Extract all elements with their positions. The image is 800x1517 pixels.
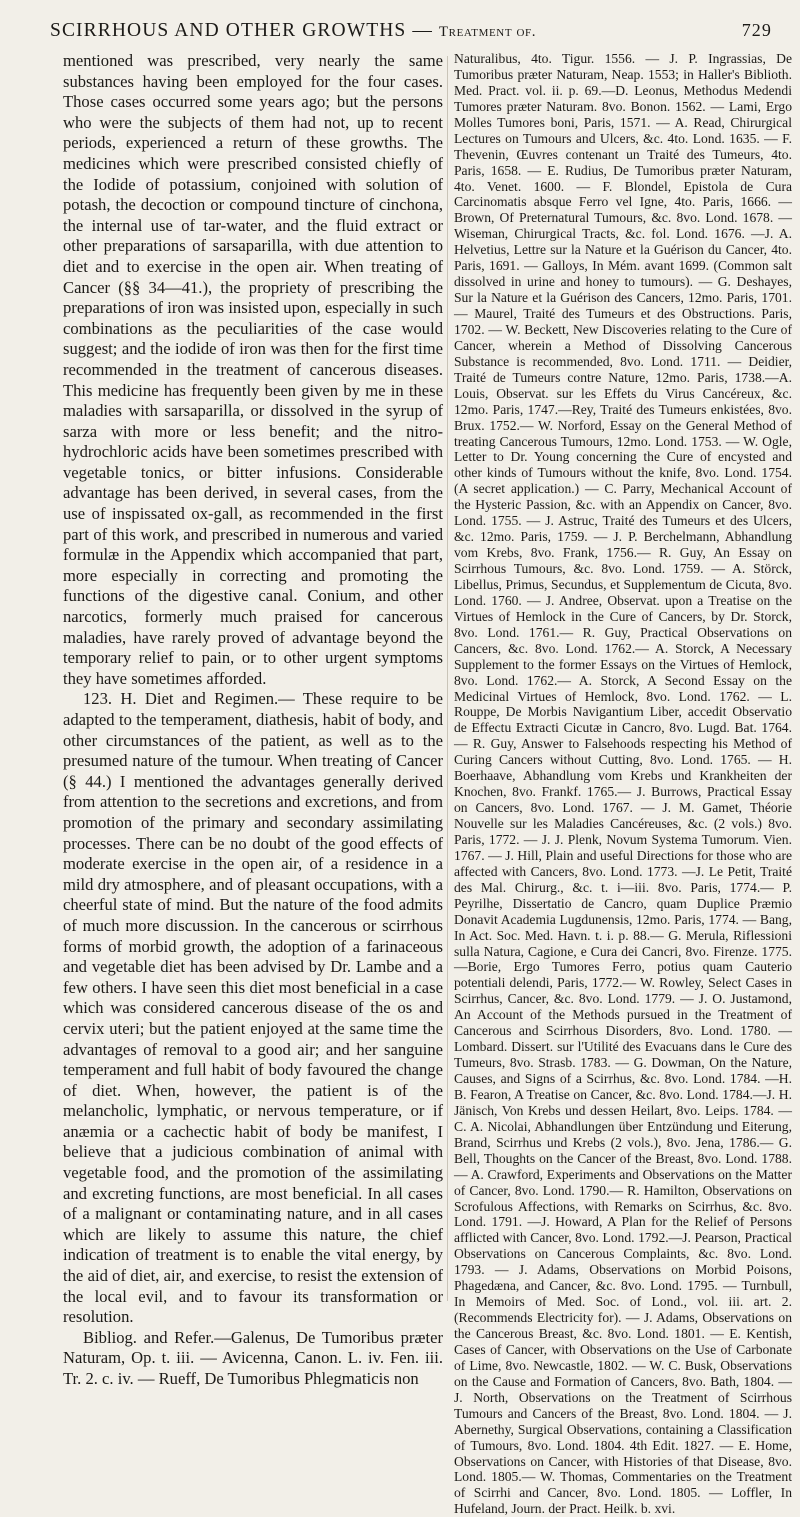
page-title: SCIRRHOUS AND OTHER GROWTHS — Treatment of. xyxy=(50,20,537,41)
paragraph-treatment-medicines: mentioned was prescribed, very nearly the same substances having been employed for the four cases. Those cases occurred some years ago; but the persons who were the subjects of them had not, up to recent periods, experienced a return of these growths. The medicines which were prescribed consisted chiefly of the Iodide of potassium, conjoined with solution of potash, the decoction or compound tincture of cinchona, the internal use of tar-water, and the fluid extract or other preparations of sarsaparilla, with due attention to diet and to exercise in the open air. When treating of Cancer (§§ 34—41.), the propriety of prescribing the preparations of iron was insisted upon, especially in such combinations as the peculiarities of the case would suggest; and the iodide of iron was then for the first time recommended in the treatment of cancerous diseases. This medicine has frequently been given by me in these maladies with sarsaparilla, or dissolved in the syrup of sarza with more or less benefit; and the nitro-hydrochloric acids have been sometimes prescribed with vegetable tonics, or bitter infusions. Considerable advantage has been derived, in several cases, from the use of inspissated ox-gall, as recommended in the first part of this work, and prescribed in numerous and varied formulæ in the Appendix which accompanied that part, more especially in correcting and promoting the functions of the digestive canal. Conium, and other narcotics, formerly much praised for cancerous maladies, have rarely proved of advantage beyond the temporary relief to pain, or to other urgent symptoms they have sometimes afforded. xyxy=(63,51,443,688)
right-column xyxy=(454,51,792,1517)
column-divider xyxy=(447,56,448,1301)
bibliography-references: Naturalibus, 4to. Tigur. 1556. — J. P. Ingrassias, De Tumoribus præter Naturam, Neap. 1553; in Haller's Biblioth. Med. Pract. vol. ii. p. 69.—D. Leonus, Methodus Medendi Tumores præter Naturam. 8vo. Bonon. 1562. — Lami, Ergo Molles Tumores boni, Paris, 1571. — A. Read, Chirurgical Lectures on Tumours and Ulcers, &c. 4to. Lond. 1635. — F. Thevenin, Œuvres contenant un Traité des Tumeurs, 4to. Paris, 1658. — E. Rudius, De Tumoribus præter Naturam, 4to. Venet. 1600. — F. Blondel, Epistola de Cura Carcinomatis absque Ferro vel Igne, 4to. Paris, 1666. — Brown, Of Preternatural Tumours, &c. 8vo. Lond. 1678. — Wiseman, Chirurgical Tracts, &c. fol. Lond. 1676. —J. A. Helvetius, Lettre sur la Nature et la Guérison du Cancer, 4to. Paris, 1691. — Galloys, In Mém. avant 1699. (Common salt dissolved in urine and honey to tumours). — G. Deshayes, Sur la Nature et la Guérison des Cancers, 12mo. Paris, 1701. — Maurel, Traité des Tumeurs et des Obstructions. Paris, 1702. — W. Beckett, New Discoveries relating to the Cure of Cancer, wherein a Method of Dissolving Cancerous Substance is recommended, 8vo. Lond. 1711. — Deidier, Traité de Tumeurs contre Nature, 12mo. Paris, 1738.—A. Louis, Observat. sur les Effets du Virus Cancéreux, &c. 12mo. Paris, 1747.—Rey, Traité des Tumeurs enkistées, 8vo. Brux. 1752.— W. Norford, Essay on the General Method of treating Cancerous Tumours, 12mo. Lond. 1753. — W. Ogle, Letter to Dr. Young concerning the Cure of encysted and other kinds of Tumours without the knife, 8vo. Lond. 1754. (A secret application.) — C. Parry, Mechanical Account of the Hysteric Passion, &c. with an Appendix on Cancer, 8vo. Lond. 1755. — J. Astruc, Traité des Tumeurs et des Ulcers, &c. 12mo. Paris, 1759. — J. P. Berchelmann, Abhandlung vom Krebs, 8vo. Frank, 1756.— R. Guy, An Essay on Scirrhous Tumours, &c. 8vo. Lond. 1759. — A. Störck, Libellus, Primus, Secundus, et Supplementum de Cicuta, 8vo. Lond. 1760. — J. Andree, Observat. upon a Treatise on the Virtues of Hemlock in the Cure of Cancers, by Dr. Storck, 8vo. Lond. 1761.— R. Guy, Practical Observations on Cancers, &c. 8vo. Lond. 1762.— A. Storck, A Necessary Supplement to the former Essays on the Virtues of Hemlock, 8vo. Lond. 1762.— A. Storck, A Second Essay on the Medicinal Virtues of Hemlock, 8vo. Lond. 1762. — L. Rouppe, De Morbis Navigantium Liber, accedit Observatio de Effectu Extracti Cicutæ in Cancro, 8vo. Lugd. Bat. 1764.— R. Guy, Answer to Falsehoods respecting his Method of Curing Cancers without Cutting, 8vo. Lond. 1765. — H. Boerhaave, Abhandlung vom Krebs und Krankheiten der Knochen, 8vo. Frankf. 1765.— J. Burrows, Practical Essay on Cancers, 8vo. Lond. 1767. — J. M. Gamet, Théorie Nouvelle sur les Maladies Cancéreuses, &c. (2 vols.) 8vo. Paris, 1772. — J. J. Plenk, Novum Systema Tumorum. Vien. 1767. — J. Hill, Plain and useful Directions for those who are affected with Cancers, 8vo. Lond. 1773. —J. Le Petit, Traité des Mal. Chirurg., &c. t. i—iii. 8vo. Paris, 1774.— P. Peyrilhe, Dissertatio de Cancro, quam Duplice Præmio Donavit Academia Lugdunensis, 12mo. Paris, 1774. — Bang, In Act. Soc. Med. Havn. t. i. p. 88.— G. Merula, Riflessioni sulla Natura, Cagione, e Cura dei Cancri, 8vo. Firenze. 1775.—Borie, Ergo Tumores Ferro, potius quam Cauterio potentiali delendi, Paris, 1772.— W. Rowley, Select Cases in Scirrhus, Cancer, &c. 8vo. Lond. 1779. — J. O. Justamond, An Account of the Methods pursued in the Treatment of Cancerous and Scirrhous Disorders, 8vo. Lond. 1780. — Lombard. Dissert. sur l'Utilité des Evacuans dans le Cure des Tumeurs, 8vo. Strasb. 1783. — G. Dowman, On the Nature, Causes, and Signs of a Scirrhus, &c. 8vo. Lond. 1784. —H. B. Fearon, A Treatise on Cancer, &c. 8vo. Lond. 1784.—J. H. Jänisch, Von Krebs und dessen Heilart, 8vo. Leips. 1784. — C. A. Nicolai, Abhandlungen über Entzündung und Eiterung, Brand, Scirrhus und Krebs (2 vols.), 8vo. Jena, 1786.— G. Bell, Thoughts on the Cancer of the Breast, 8vo. Lond. 1788. — A. Crawford, Experiments and Observations on the Matter of Cancer, 8vo. Lond. 1790.— R. Hamilton, Observations on Scrofulous Affections, with Remarks on Scirrhus, &c. 8vo. Lond. 1791. —J. Howard, A Plan for the Relief of Persons afflicted with Cancer, 8vo. Lond. 1792.—J. Pearson, Practical Observations on Cancerous Complaints, &c. 8vo. Lond. 1793. — J. Adams, Observations on Morbid Poisons, Phagedæna, and Cancer, &c. 8vo. Lond. 1795. — Turnbull, In Memoirs of Med. Soc. of Lond., vol. iii. art. 2. (Recommends Electricity for). — J. Adams, Observations on the Cancerous Breast, &c. 8vo. Lond. 1801. — E. Kentish, Cases of Cancer, with Observations on the Use of Carbonate of Lime, 8vo. Newcastle, 1802. — W. C. Busk, Observations on the Cause and Formation of Cancers, 8vo. Bath, 1804. — J. North, Observations on the Treatment of Scirrhous Tumours and Cancers of the Breast, 8vo. Lond. 1804. — J. Abernethy, Surgical Observations, containing a Classification of Tumours, 8vo. Lond. 1804. 4th Edit. 1827. — E. Home, Observations on Cancer, with Histories of that Disease, 8vo. Lond. 1805.— W. Thomas, Commentaries on the Treatment of Scirrhi and Cancer, 8vo. Lond. 1805. — Loffler, In Hufeland, Journ. der Pract. Heilk. b. xvi. xyxy=(454,51,792,1517)
paragraph-bibliography-start: Bibliog. and Refer.—Galenus, De Tumoribus præter Naturam, Op. t. iii. — Avicenna, Canon. L. iv. Fen. iii. Tr. 2. c. iv. — Rueff, De Tumoribus Phlegmaticis non xyxy=(63,1327,443,1388)
left-column xyxy=(63,51,443,1388)
paragraph-diet-and-regimen: 123. H. Diet and Regimen.— These require to be adapted to the temperament, diathesis, habit of body, and other circumstances of the patient, as well as to the presumed nature of the tumour. When treating of Cancer (§ 44.) I mentioned the advantages generally derived from attention to the secretions and excretions, and from promotion of the primary and secondary assimilating processes. There can be no doubt of the good effects of moderate exercise in the open air, of a residence in a mild dry atmosphere, and of pleasant occupations, with a cheerful state of mind. But the nature of the food admits of much more discussion. In the cancerous or scirrhous forms of morbid growth, the adoption of a farinaceous and vegetable diet has been advised by Dr. Lambe and a few others. I have seen this diet most beneficial in a case which was considered cancerous disease of the os and cervix uteri; but the patient enjoyed at the same time the advantages of removal to a good air; and her sanguine temperament and full habit of body favoured the change of diet. When, however, the patient is of the melancholic, lymphatic, or nervous temperature, or if anæmia or a cachectic habit of body be manifest, I believe that a judicious combination of animal with vegetable food, and the promotion of the assimilating and excreting functions, are most beneficial. In all cases of a malignant or contaminating nature, and in all cases which are likely to assume this nature, the chief indication of treatment is to enable the vital energy, by the aid of diet, air, and exercise, to resist the extension of the local evil, and to favour its transformation or resolution. xyxy=(63,689,443,1327)
page-number: 729 xyxy=(741,20,772,40)
running-head xyxy=(50,20,780,50)
